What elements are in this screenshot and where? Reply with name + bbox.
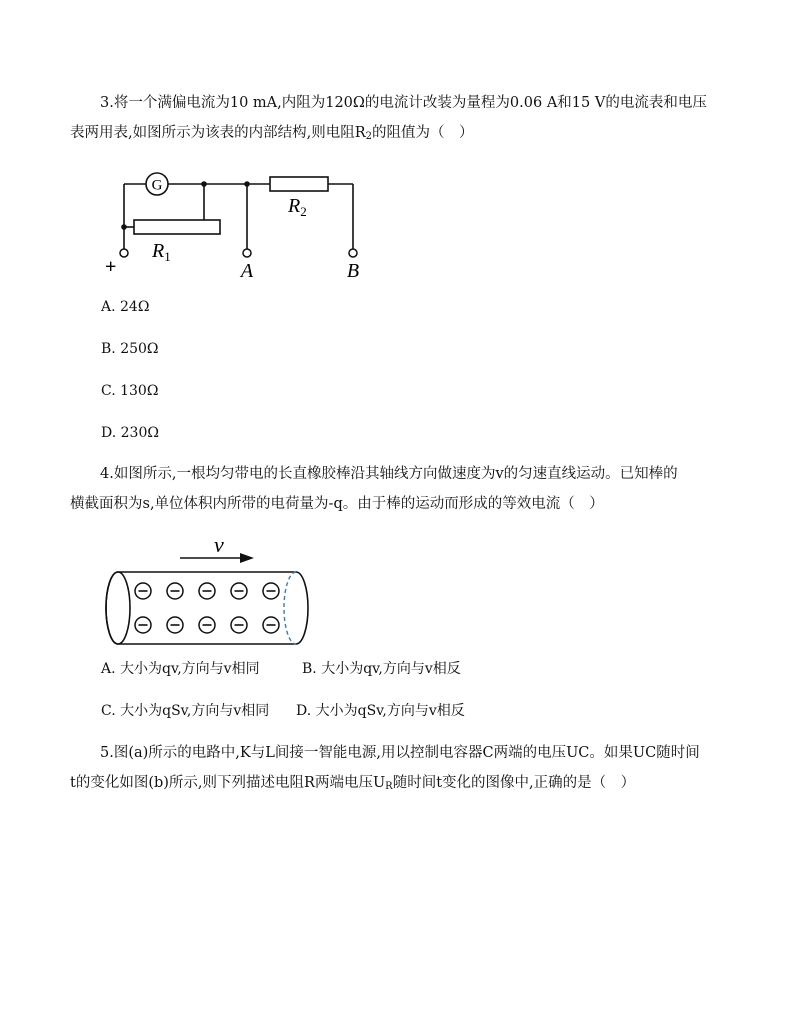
question-5-stem-line1: 图(a)所示的电路中,K与L间接一智能电源,用以控制电容器C两端的电压UC。如果UC随时间 [113, 745, 700, 761]
terminal-a-label: A [240, 260, 254, 282]
question-4-stem-line2: 横截面积为s,单位体积内所带的电荷量为-q。由于棒的运动而形成的等效电流（ ） [70, 496, 604, 512]
question-3-number: 3. [100, 95, 114, 111]
question-5-ur-subscript: R [385, 781, 393, 792]
question-4-stem [70, 459, 726, 519]
velocity-arrowhead [240, 553, 254, 563]
question-5-number: 5. [100, 745, 114, 761]
galvanometer-label: G [151, 177, 163, 194]
question-3-option-b[interactable]: B. 250Ω [101, 341, 159, 357]
question-4-option-c[interactable]: C. 大小为qSv,方向与v相同 [101, 703, 270, 719]
terminal-plus [120, 249, 128, 257]
question-5-stem [70, 738, 726, 802]
junction-dot-1 [121, 224, 127, 230]
question-4-option-a[interactable]: A. 大小为qv,方向与v相同 [101, 661, 260, 677]
question-3-stem-line1: 将一个满偏电流为10 mA,内阻为120Ω的电流计改装为量程为0.06 A和15 V的电流表和电压 [113, 95, 707, 111]
question-4-rod-diagram [100, 534, 315, 648]
velocity-label: v [214, 534, 224, 557]
question-3-circuit-diagram [100, 165, 370, 285]
question-4-stem-line1: 如图所示,一根均匀带电的长直橡胶棒沿其轴线方向做速度为v的匀速直线运动。已知棒的 [113, 466, 678, 482]
junction-dot-2 [201, 181, 207, 187]
terminal-b-label: B [346, 260, 360, 282]
question-3-option-a[interactable]: A. 24Ω [101, 299, 150, 315]
question-3-stem-line2-suffix: 的阻值为（ ） [372, 125, 474, 141]
question-4-number: 4. [100, 466, 114, 482]
question-3-option-d[interactable]: D. 230Ω [101, 425, 159, 441]
terminal-a [243, 249, 251, 257]
question-5-stem-line2: t的变化如图(b)所示,则下列描述电阻R两端电压U [70, 775, 386, 791]
question-3-option-c[interactable]: C. 130Ω [101, 383, 159, 399]
junction-dot-3 [244, 181, 250, 187]
resistor-r2 [270, 177, 328, 191]
resistor-r1 [134, 220, 220, 234]
terminal-b [349, 249, 357, 257]
plus-terminal-label: + [105, 256, 117, 278]
question-4-option-d[interactable]: D. 大小为qSv,方向与v相反 [296, 703, 465, 719]
r2-label: $R_2$ [288, 195, 307, 219]
question-4-option-b[interactable]: B. 大小为qv,方向与v相反 [302, 661, 461, 677]
question-3-stem-line2: 表两用表,如图所示为该表的内部结构,则电阻R [70, 125, 366, 141]
r1-label: $R_1$ [152, 240, 171, 264]
question-3-r2-subscript: 2 [365, 131, 373, 142]
question-5-stem-line2-suffix: 随时间t变化的图像中,正确的是（ ） [392, 775, 636, 791]
question-3-stem [70, 88, 726, 152]
